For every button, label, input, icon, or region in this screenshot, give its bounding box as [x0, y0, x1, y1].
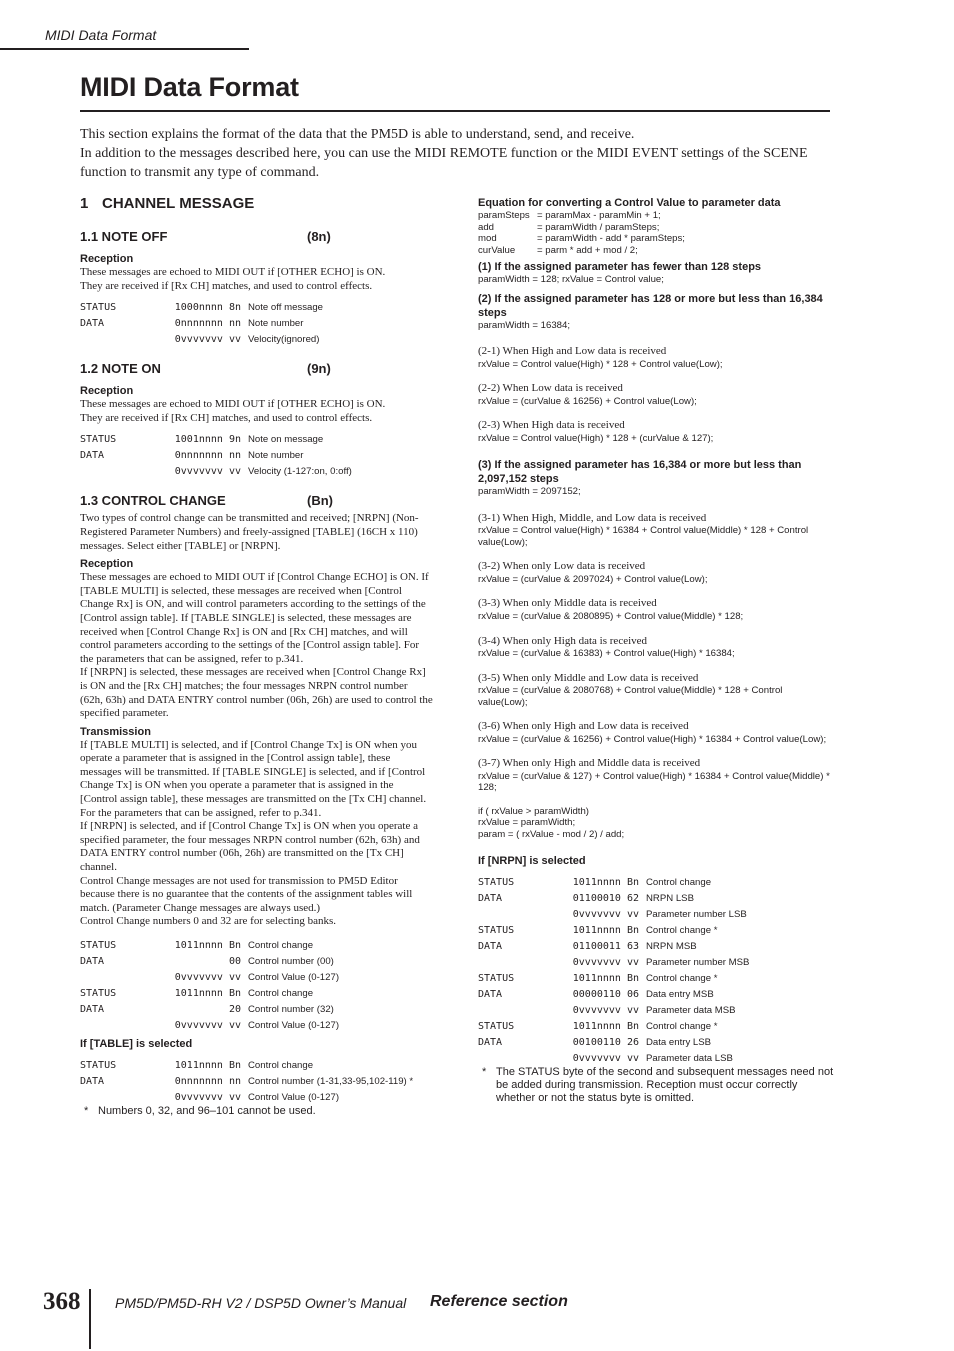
case3-item — [478, 672, 834, 709]
table-selected-label: If [TABLE] is selected — [80, 1038, 193, 1050]
cell: Note on message — [248, 433, 324, 445]
case3-item — [478, 597, 834, 622]
cell: 0vvvvvvv vv — [174, 1091, 241, 1103]
cell: 0nnnnnnn nn — [174, 317, 241, 329]
control-change-reception-text — [80, 571, 433, 721]
cell — [80, 969, 157, 985]
table-row — [478, 986, 834, 1002]
note-on-table — [80, 431, 433, 479]
control-change-hex: (Bn) — [307, 493, 333, 509]
cell: 1011nnnn Bn — [174, 987, 241, 999]
table-row — [80, 431, 433, 447]
cell: Control change * — [646, 924, 718, 936]
section-title: CHANNEL MESSAGE — [102, 195, 255, 212]
paragraph: If [TABLE MULTI] is selected, and if [Control Change Tx] is ON when you operate a parameter that is assigned in the [Control assign table], these messages will be transmitted. If [TABLE SINGLE] is selected, and if [Control Change Tx] is ON when you operate a parameter that is assigned in the [Control assign table], these messages are transmitted on the [Tx CH] channel. For the parameters that can be assigned, refer to p.341. — [80, 738, 427, 819]
intro-line-2: In addition to the messages described here, you can use the MIDI REMOTE function or the MIDI EVENT settings of the SCENE function to transmit any type of command. — [80, 146, 808, 180]
cell: DATA — [80, 449, 105, 461]
case-formula: rxValue = Control value(High) * 16384 + Control value(Middle) * 128 + Control value(Low); — [478, 525, 809, 548]
table-row — [478, 954, 834, 970]
equation-row — [478, 210, 834, 222]
table-row — [80, 331, 433, 347]
running-header: MIDI Data Format — [45, 27, 157, 43]
table-row — [80, 447, 433, 463]
cell: 1011nnnn Bn — [174, 1059, 241, 1071]
table-row — [80, 937, 433, 953]
footnote-text: Numbers 0, 32, and 96–101 cannot be used. — [98, 1105, 316, 1117]
eq-var: paramSteps — [478, 210, 530, 221]
note-on-reception-text — [80, 398, 433, 425]
cell — [478, 1050, 555, 1066]
table-row — [80, 1089, 433, 1105]
case1-text: paramWidth = 128; rxValue = Control value; — [478, 274, 664, 285]
note-off-heading — [80, 229, 433, 248]
table-row — [80, 1001, 433, 1017]
cell — [80, 1089, 157, 1105]
case-formula: rxValue = (curValue & 16256) + Control value(Low); — [478, 395, 697, 407]
footnote-text: The STATUS byte of the second and subsequent messages need not be added during transmission. Reception must occur correctly whether or not the status byte is omitted. — [496, 1066, 834, 1105]
cell: DATA — [80, 955, 105, 967]
formula-line: if ( rxValue > paramWidth) — [478, 805, 589, 817]
table-row — [478, 1034, 834, 1050]
cell: STATUS — [80, 1059, 117, 1071]
cell: Control Value (0-127) — [248, 1019, 340, 1031]
eq-var: curValue — [478, 244, 516, 256]
cell: 0nnnnnnn nn — [174, 1075, 241, 1087]
case-subheading: (3-6) When only High and Low data is received — [478, 720, 689, 733]
cell — [478, 906, 555, 922]
table-row — [478, 906, 834, 922]
cell: 01100010 62 — [572, 892, 639, 904]
cell: 00100110 26 — [572, 1036, 639, 1048]
cell: NRPN LSB — [646, 892, 694, 904]
control-change-transmission-label: Transmission — [80, 725, 151, 738]
text-line: These messages are echoed to MIDI OUT if [OTHER ECHO] is ON. — [80, 266, 386, 278]
case3-item — [478, 757, 834, 794]
cell — [478, 954, 555, 970]
note-off-hex: (8n) — [307, 229, 331, 244]
page-title: MIDI Data Format — [80, 72, 299, 102]
eq-expr: = parm * add + mod / 2; — [537, 244, 638, 256]
cell: Note number — [248, 449, 304, 461]
case-subheading: (3-4) When only High data is received — [478, 634, 648, 647]
cell: Velocity (1-127:on, 0:off) — [248, 465, 352, 477]
table-selected-table — [80, 1057, 433, 1105]
case-formula: rxValue = Control value(High) * 128 + Control value(Low); — [478, 358, 723, 370]
cell: 01100011 63 — [572, 940, 639, 952]
nrpn-table — [478, 874, 834, 1066]
cell: 0vvvvvvv vv — [572, 1052, 639, 1064]
case-subheading: (3-5) When only Middle and Low data is received — [478, 671, 699, 684]
case-formula: rxValue = (curValue & 2080895) + Control value(Middle) * 128; — [478, 611, 744, 623]
formula-line: rxValue = paramWidth; — [478, 817, 576, 829]
control-change-transmission-text — [80, 739, 433, 929]
cell: 0vvvvvvv vv — [572, 1004, 639, 1016]
cell: STATUS — [478, 1020, 515, 1032]
cell: Control change — [248, 1059, 314, 1071]
cell: 1001nnnn 9n — [174, 433, 241, 445]
control-change-title: 1.3 CONTROL CHANGE — [80, 493, 226, 509]
cell: 1011nnnn Bn — [572, 972, 639, 984]
cell: 00000110 06 — [572, 988, 639, 1000]
case-subheading: (3-3) When only Middle data is received — [478, 597, 657, 610]
section-number: 1 — [80, 195, 89, 212]
case-formula: rxValue = Control value(High) * 128 + (curValue & 127); — [478, 432, 714, 444]
asterisk: * — [482, 1066, 487, 1079]
case-subheading: (3-7) When only High and Middle data is received — [478, 757, 701, 770]
control-change-reception-label: Reception — [80, 558, 134, 571]
table-row — [80, 463, 433, 479]
note-on-reception-label: Reception — [80, 385, 134, 398]
cell: Control change * — [646, 1020, 718, 1032]
case3-item — [478, 560, 834, 585]
table-row — [80, 1017, 433, 1033]
table-row — [478, 938, 834, 954]
title-rule — [80, 110, 830, 112]
page-number: 368 — [43, 1288, 81, 1315]
case-formula: rxValue = (curValue & 16256) + Control value(High) * 16384 + Control value(Low); — [478, 733, 827, 745]
table-footnote — [80, 1105, 433, 1118]
case2-text: paramWidth = 16384; — [478, 319, 570, 331]
case-formula: rxValue = (curValue & 16383) + Control value(High) * 16384; — [478, 648, 735, 660]
cell: 1011nnnn Bn — [572, 876, 639, 888]
formula-line: param = ( rxValue - mod / 2) / add; — [478, 828, 625, 840]
case2-item — [478, 345, 834, 370]
cell: 0vvvvvvv vv — [174, 971, 241, 983]
cell: Velocity(ignored) — [248, 333, 320, 345]
cell: 0vvvvvvv vv — [572, 908, 639, 920]
case2-item — [478, 382, 834, 407]
note-off-table — [80, 299, 433, 347]
note-on-hex: (9n) — [307, 361, 331, 377]
note-off-reception-label: Reception — [80, 253, 134, 265]
cell — [478, 1002, 555, 1018]
footer-divider — [89, 1289, 91, 1349]
case3-item — [478, 635, 834, 660]
cell: DATA — [80, 317, 105, 329]
eq-var: add — [478, 221, 495, 233]
note-off-title: 1.1 NOTE OFF — [80, 229, 168, 244]
left-column — [80, 195, 433, 1118]
cell: STATUS — [478, 972, 515, 984]
case2-item — [478, 419, 834, 444]
cell: DATA — [478, 892, 503, 904]
cell: STATUS — [478, 876, 515, 888]
case1-label: (1) If the assigned parameter has fewer than 128 steps — [478, 261, 762, 273]
cell: Control number (1-31,33-95,102-119) * — [248, 1075, 414, 1087]
table-row — [80, 969, 433, 985]
case-subheading: (2-1) When High and Low data is received — [478, 345, 667, 357]
cell: Parameter data LSB — [646, 1052, 733, 1064]
cell: 0nnnnnnn nn — [174, 449, 241, 461]
nrpn-label: If [NRPN] is selected — [478, 855, 586, 868]
text-line: They are received if [Rx CH] matches, and used to control effects. — [80, 279, 373, 292]
cell: Control number (32) — [248, 1003, 334, 1015]
table-row — [478, 890, 834, 906]
table-row — [478, 970, 834, 986]
cell: Data entry MSB — [646, 988, 714, 1000]
cell — [80, 1017, 157, 1033]
cell: Control change — [646, 876, 712, 888]
cell: Control change — [248, 939, 314, 951]
table-row — [80, 985, 433, 1001]
cell: STATUS — [80, 939, 117, 951]
table-row — [478, 922, 834, 938]
final-formula — [478, 806, 834, 841]
section-heading — [80, 195, 433, 217]
paragraph: If [NRPN] is selected, these messages are received when [Control Change Rx] is ON and the [Rx CH] matches; the four messages NRPN control number (62h, 63h) and DATA ENTRY control number (06h, 26h) are used to control the specified parameter. — [80, 666, 433, 720]
paragraph: These messages are echoed to MIDI OUT if [Control Change ECHO] is ON. If [TABLE MULTI] is selected, these messages are received when [Control Change Rx] is ON, and will control parameters according to the settings of the [Control assign table]. If [TABLE SINGLE] is selected, these messages are received when [Control Change Rx] is ON and [Rx CH] matches, and will control parameters according to the settings of the [Control assign table]. For the parameters that can be assigned, refer to p.341. — [80, 571, 429, 665]
cell: 20 — [228, 1003, 241, 1015]
section-name: Reference section — [430, 1293, 568, 1310]
cell: Control number (00) — [248, 955, 334, 967]
case-formula: rxValue = (curValue & 2097024) + Control value(Low); — [478, 573, 708, 585]
cell: 00 — [228, 955, 241, 967]
table-row — [478, 1002, 834, 1018]
cell — [80, 463, 157, 479]
case3-label: (3) If the assigned parameter has 16,384 or more but less than 2,097,152 steps — [478, 459, 802, 486]
case-subheading: (3-2) When only Low data is received — [478, 560, 646, 573]
case-subheading: (3-1) When High, Middle, and Low data is received — [478, 511, 707, 524]
right-column — [478, 196, 834, 1105]
table-row — [478, 1050, 834, 1066]
cell: 0vvvvvvv vv — [572, 956, 639, 968]
case-subheading: (2-3) When High data is received — [478, 419, 625, 432]
cell: Parameter data MSB — [646, 1004, 736, 1016]
cell: DATA — [478, 1036, 503, 1048]
equation-block — [478, 210, 834, 256]
cell: 1011nnnn Bn — [572, 1020, 639, 1032]
case-formula: rxValue = (curValue & 2080768) + Control value(Middle) * 128 + Control value(Low); — [478, 685, 783, 708]
table-row — [80, 1057, 433, 1073]
note-on-heading — [80, 361, 433, 380]
cell: DATA — [80, 1075, 105, 1087]
cell: DATA — [478, 940, 503, 952]
paragraph: If [NRPN] is selected, and if [Control Change Tx] is ON when you operate a specified parameter, the four messages NRPN control number (62h, 63h) and DATA ENTRY control number (06h, 26h) are transmitted on the [Tx CH] channel. — [80, 820, 420, 874]
cell: Note off message — [248, 301, 324, 313]
cell: 1011nnnn Bn — [174, 939, 241, 951]
eq-expr: = paramWidth / paramSteps; — [537, 221, 660, 233]
table-row — [80, 953, 433, 969]
control-change-heading — [80, 493, 433, 512]
control-change-intro: Two types of control change can be transmitted and received; [NRPN] (Non-Registered Parameter Numbers) and freely-assigned [TABLE] (16CH x 110) messages. Select either [TABLE] or [NRPN]. — [80, 512, 419, 552]
cell: Control Value (0-127) — [248, 971, 340, 983]
nrpn-footnote — [478, 1066, 834, 1105]
eq-var: mod — [478, 233, 497, 244]
case2-label: (2) If the assigned parameter has 128 or more but less than 16,384 steps — [478, 292, 823, 319]
paragraph: Control Change numbers 0 and 32 are for selecting banks. — [80, 915, 336, 928]
case3-item — [478, 512, 834, 549]
equation-row — [478, 233, 834, 245]
cell: STATUS — [478, 924, 515, 936]
cell: STATUS — [80, 433, 117, 445]
note-off-reception-text — [80, 266, 433, 293]
bank-select-table — [80, 937, 433, 1033]
equation-row — [478, 245, 834, 257]
cell — [80, 331, 157, 347]
manual-title: PM5D/PM5D-RH V2 / DSP5D Owner’s Manual — [115, 1295, 407, 1311]
case3-text: paramWidth = 2097152; — [478, 486, 581, 498]
intro-text — [80, 125, 840, 182]
asterisk: * — [84, 1105, 89, 1117]
note-on-title: 1.2 NOTE ON — [80, 361, 161, 377]
case3-item — [478, 720, 834, 745]
cell: NRPN MSB — [646, 940, 697, 952]
cell: DATA — [80, 1003, 105, 1015]
case-formula: rxValue = (curValue & 127) + Control value(High) * 16384 + Control value(Middle) * 128; — [478, 770, 830, 794]
table-row — [80, 299, 433, 315]
table-row — [80, 315, 433, 331]
case-subheading: (2-2) When Low data is received — [478, 382, 623, 395]
table-row — [478, 1018, 834, 1034]
cell: Note number — [248, 317, 304, 329]
paragraph: Control Change messages are not used for transmission to PM5D Editor because there is no guarantee that the contents of the assignment tables will match. (Parameter Change messages are always used.) — [80, 874, 413, 914]
cell: Parameter number LSB — [646, 908, 747, 920]
text-line: These messages are echoed to MIDI OUT if [OTHER ECHO] is ON. — [80, 398, 386, 411]
table-row — [80, 1073, 433, 1089]
equation-label: Equation for converting a Control Value to parameter data — [478, 197, 781, 209]
table-row — [478, 874, 834, 890]
header-rule — [0, 48, 249, 50]
cell: STATUS — [80, 301, 117, 313]
cell: STATUS — [80, 987, 117, 999]
cell: 1011nnnn Bn — [572, 924, 639, 936]
text-line: They are received if [Rx CH] matches, and used to control effects. — [80, 411, 373, 424]
cell: 0vvvvvvv vv — [174, 1019, 241, 1031]
cell: 1000nnnn 8n — [174, 301, 241, 313]
cell: 0vvvvvvv vv — [174, 465, 241, 477]
cell: Control change * — [646, 972, 718, 984]
eq-expr: = paramWidth - add * paramSteps; — [537, 233, 685, 244]
eq-expr: = paramMax - paramMin + 1; — [537, 210, 661, 221]
equation-row — [478, 222, 834, 234]
cell: Control Value (0-127) — [248, 1091, 340, 1103]
cell: DATA — [478, 988, 503, 1000]
cell: 0vvvvvvv vv — [174, 333, 241, 345]
cell: Parameter number MSB — [646, 956, 750, 968]
intro-line-1: This section explains the format of the data that the PM5D is able to understand, send, and receive. — [80, 127, 635, 142]
cell: Control change — [248, 987, 314, 999]
cell: Data entry LSB — [646, 1036, 712, 1048]
